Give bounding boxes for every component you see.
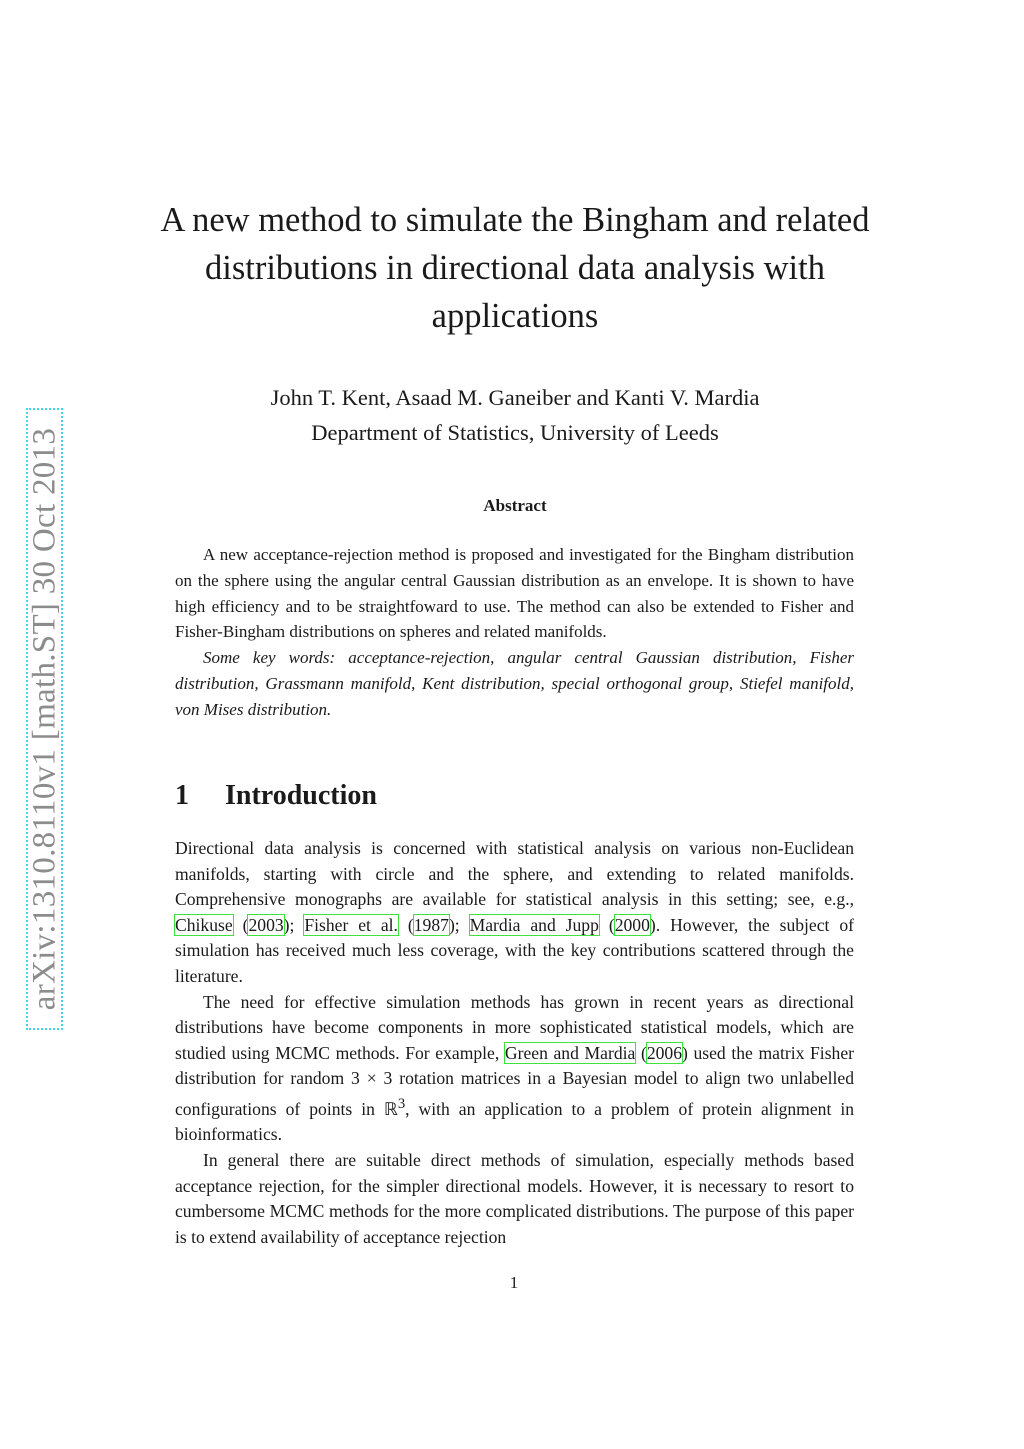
paragraph-2-text-mid: ) used the matrix Fisher distribution for random 3 × 3 rotation matrices in a Bayesian model to align two unlabelled configurations of points in ℝ [175,1042,855,1119]
paragraph-3: In general there are suitable direct methods of simulation, especially methods based acceptance rejection, for the simpler directional models. However, it is necessary to resort to cumbersome MCMC methods for the more complicated distributions. The purpose of this paper is to extend availability of acceptance rejection [175,1149,854,1247]
citation-year-2000[interactable]: 2000 [614,914,650,935]
superscript-dimension: 3 [397,1095,406,1112]
citation-year-1987[interactable]: 1987 [413,914,449,935]
author-names: John T. Kent, Asaad M. Ganeiber and Kanti V. Mardia [270,385,760,410]
paper-title [130,196,900,340]
abstract-text: A new acceptance-rejection method is proposed and investigated for the Bingham distribution on the sphere using the angular central Gaussian distribution as an envelope. It is shown to have high efficiency and to be straightfoward to use. The method can also be extended to Fisher and Fisher-Bingham distributions on spheres and related manifolds. [175,545,854,642]
paragraph-1: Directional data analysis is concerned with statistical analysis on various non-Euclidean manifolds, starting with circle and the sphere, and extending to related manifolds. Comprehensive monographs are available for statistical analysis in this setting; see, e.g., Chikuse (2003); Fisher et al. (1987); Mardia and Jupp (2000). However, the subject of simulation has received much less coverage, with the key contributions scattered through the literature. [175,838,855,986]
paragraph-2: The need for effective simulation methods has grown in recent years as directional distributions have become components in more sophisticated statistical models, which are studied using MCMC methods. For example, Green and Mardia (2006) used the matrix Fisher distribution for random 3 × 3 rotation matrices in a Bayesian model to align two unlabelled configurations of points in ℝ$^3$, with an application to a problem of protein alignment in bioinformatics. [175,991,855,1145]
paragraph-2-text: The need for effective simulation methods has grown in recent years as directional distributions have become components in more sophisticated statistical models, which are studied using MCMC methods. For example, [175,991,854,1063]
citation-fisher[interactable]: Fisher et al. [304,914,398,935]
title-line-2: distributions in directional data analysis with [205,249,825,287]
arxiv-identifier: arXiv:1310.8110v1 [math.ST] 30 Oct 2013 [26,427,62,1011]
citation-chikuse[interactable]: Chikuse [175,914,233,935]
title-line-3: applications [431,297,599,335]
paragraph-1-text: Directional data analysis is concerned with statistical analysis on various non-Euclidean manifolds, starting with circle and the sphere, and extending to related manifolds. Comprehensive monographs are available for statistical analysis in this setting; see, e.g., [175,838,854,910]
citation-green-mardia[interactable]: Green and Mardia [504,1042,636,1063]
abstract-body [175,542,854,723]
citation-year-2003[interactable]: 2003 [248,914,284,935]
section-heading [175,780,854,812]
section-number: 1 [175,780,189,811]
author-block [130,380,900,450]
citation-year-2006[interactable]: 2006 [646,1042,682,1063]
title-line-1: A new method to simulate the Bingham and related [160,201,870,239]
section-title: Introduction [225,780,377,811]
keywords: Some key words: acceptance-rejection, angular central Gaussian distribution, Fisher distribution, Grassmann manifold, Kent distribution, special orthogonal group, Stiefel manifold, von Mises distribution. [175,648,854,719]
paragraph-1-text-end: However, the subject of simulation has received much less coverage, with the key contributions scattered through the literature. [175,914,855,986]
citation-mardia-jupp[interactable]: Mardia and Jupp [469,914,599,935]
arxiv-stamp [26,408,63,1030]
page-number: 1 [509,1273,519,1292]
paragraph-2-text-end: , with an application to a problem of protein alignment in bioinformatics. [175,1098,855,1145]
abstract-heading: Abstract [483,496,547,515]
affiliation: Department of Statistics, University of Leeds [311,420,719,445]
introduction-body [175,836,854,1250]
